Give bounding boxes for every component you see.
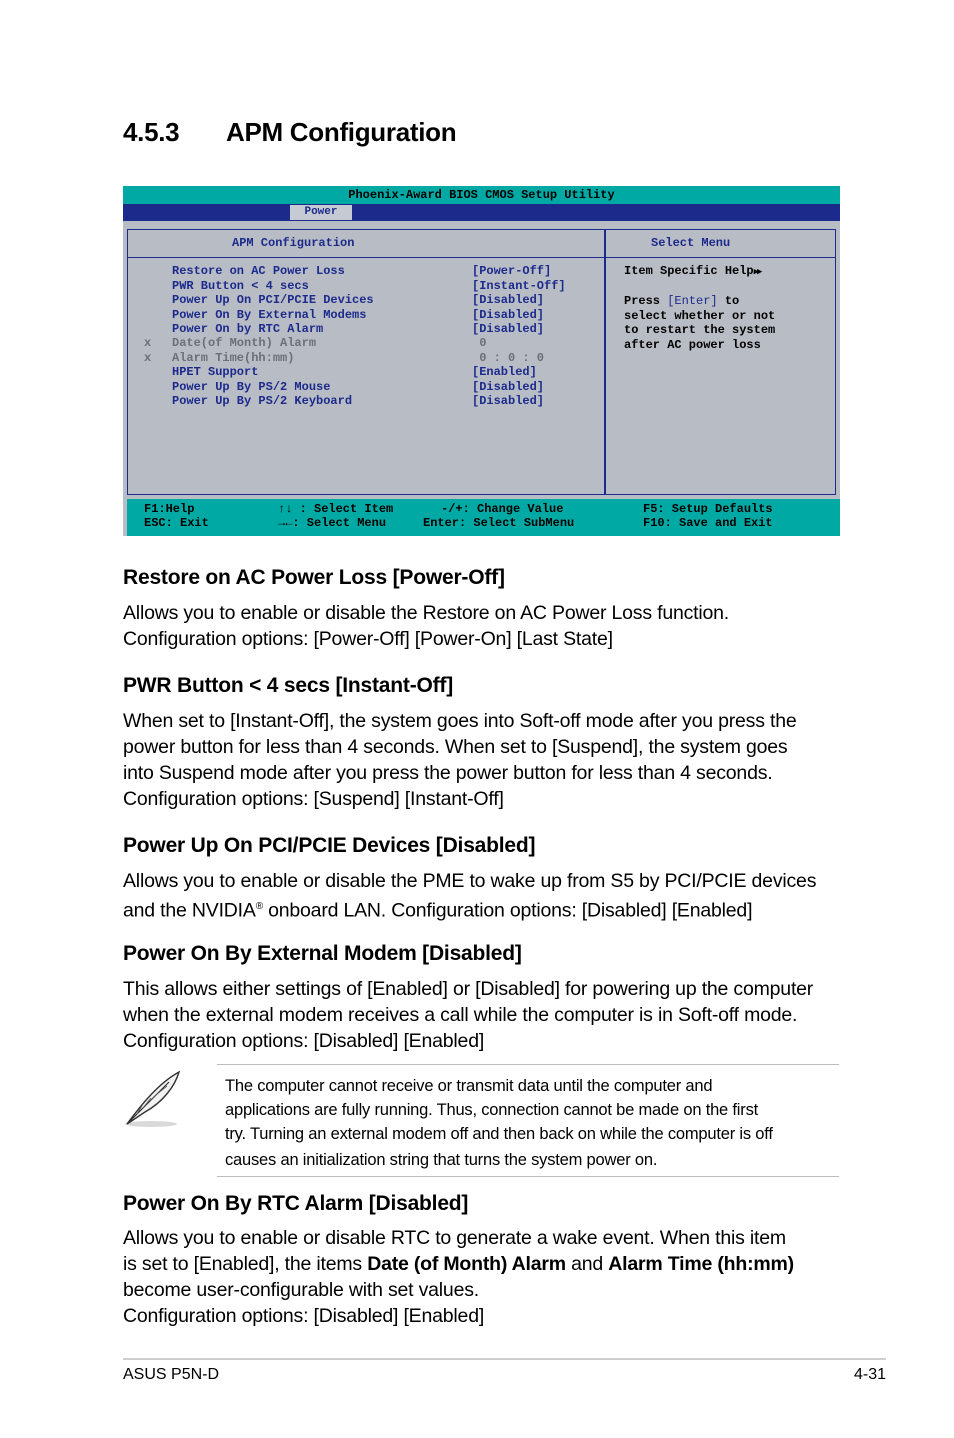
help-line: after AC power loss (624, 337, 761, 352)
setting-value[interactable]: [Enabled] (472, 365, 537, 379)
heading-rtc-alarm: Power On By RTC Alarm [Disabled] (123, 1192, 469, 1215)
bios-menu-bar (123, 204, 840, 221)
key-plusminus-change-value: -/+: Change Value (441, 502, 564, 516)
setting-label: Restore on AC Power Loss (172, 264, 345, 278)
feather-pen-icon (123, 1068, 185, 1130)
setting-value[interactable]: [Power-Off] (472, 264, 552, 278)
section-number: 4.5.3 (123, 117, 180, 147)
paragraph-power-up-pci: Allows you to enable or disable the PME to wake up from S5 by PCI/PCIE devices and the NVIDIA® onboard LAN. Configuration options: [Disabled] [Enabled] (123, 870, 817, 922)
bios-help-text (624, 264, 829, 352)
setting-value[interactable]: [Disabled] (472, 379, 545, 394)
double-arrow-icon: ▶▶ (753, 267, 761, 277)
heading-external-modem: Power On By External Modem [Disabled] (123, 942, 522, 965)
disabled-mark: x (144, 350, 152, 365)
paragraph-rtc-alarm: Allows you to enable or disable RTC to generate a wake event. When this item is set to [Enabled], the items Date (of Month) Alarm and Alarm Time (hh:mm) become user-configurable with set values. Configuration options: [Disabled] [Enabled] (123, 1227, 794, 1327)
setting-label: Power Up On PCI/PCIE Devices (172, 293, 374, 307)
tab-power[interactable]: Power (290, 205, 352, 220)
setting-value[interactable]: [Instant-Off] (472, 278, 566, 293)
bios-help-panel (605, 229, 836, 495)
setting-label: HPET Support (172, 365, 259, 379)
paragraph-pwr-button: When set to [Instant-Off], the system goes into Soft-off mode after you press the power button for less than 4 seconds. When set to [Suspend], the system goes into Suspend mode after you press the power button for less than 4 seconds. Configuration options: [Suspend] [Instant-Off] (123, 710, 797, 810)
key-updown-select-item: ↑↓ : Select Item (278, 502, 394, 516)
heading-restore-ac-power-loss: Restore on AC Power Loss [Power-Off] (123, 566, 505, 589)
bios-settings-panel (127, 229, 605, 495)
key-esc-exit: ESC: Exit (144, 516, 209, 530)
setting-label: Alarm Time(hh:mm) (172, 350, 295, 365)
bios-screen (123, 186, 840, 536)
setting-value: 0 (472, 336, 487, 350)
section-title (123, 117, 456, 148)
setting-label: Power Up By PS/2 Mouse (172, 379, 331, 394)
key-f10-save-exit: F10: Save and Exit (643, 516, 773, 530)
note-text: The computer cannot receive or transmit data until the computer and applications are fully running. Thus, connection cannot be made on the first try. Turning an external modem off and then back on while the computer is off causes an initialization string that turns the system power on. (225, 1077, 773, 1169)
setting-value[interactable]: [Disabled] (472, 322, 545, 336)
setting-label: Date(of Month) Alarm (172, 336, 317, 350)
bios-key-legend (127, 499, 840, 536)
setting-value[interactable]: [Disabled] (472, 394, 545, 408)
note-bottom-rule (217, 1176, 839, 1177)
setting-value[interactable]: [Disabled] (472, 307, 545, 322)
key-enter-submenu: Enter: Select SubMenu (423, 516, 575, 530)
setting-label: Power On By External Modems (172, 307, 367, 322)
setting-label: Power Up By PS/2 Keyboard (172, 394, 353, 408)
note-top-rule (217, 1064, 839, 1065)
footer-page-number: 4-31 (853, 1366, 886, 1383)
bios-help-header: Select Menu (606, 230, 835, 258)
setting-label: Power On by RTC Alarm (172, 322, 324, 336)
bios-title-bar: Phoenix-Award BIOS CMOS Setup Utility (123, 186, 840, 204)
heading-pwr-button: PWR Button < 4 secs [Instant-Off] (123, 674, 453, 697)
disabled-mark: x (144, 336, 152, 350)
help-line: to restart the system (624, 323, 776, 337)
key-f1-help: F1:Help (144, 502, 195, 516)
help-line: select whether or not (624, 308, 776, 323)
paragraph-external-modem: This allows either settings of [Enabled] or [Disabled] for powering up the computer when the external modem receives a call while the computer is in Soft-off mode. Configuration options: [Disabled] [Enabled] (123, 978, 814, 1052)
note-box (123, 1064, 839, 1177)
help-title: Item Specific Help▶▶ (624, 264, 761, 278)
heading-power-up-pci: Power Up On PCI/PCIE Devices [Disabled] (123, 834, 536, 857)
bios-panel-header: APM Configuration (128, 230, 604, 258)
setting-value: 0 : 0 : 0 (472, 350, 545, 365)
paragraph-restore-ac-power-loss: Allows you to enable or disable the Restore on AC Power Loss function. Configuration options: [Power-Off] [Power-On] [Last State] (123, 602, 730, 650)
key-f5-defaults: F5: Setup Defaults (643, 502, 773, 516)
registered-mark: ® (255, 901, 263, 912)
help-key: [Enter] (667, 294, 718, 308)
section-title-text: APM Configuration (226, 117, 457, 147)
footer-product: ASUS P5N-D (123, 1366, 220, 1383)
footer-rule (123, 1358, 886, 1360)
key-leftright-select-menu: →←: Select Menu (278, 516, 387, 530)
setting-label: PWR Button < 4 secs (172, 278, 309, 293)
help-line: Press [Enter] to (624, 294, 740, 308)
setting-value[interactable]: [Disabled] (472, 293, 545, 307)
